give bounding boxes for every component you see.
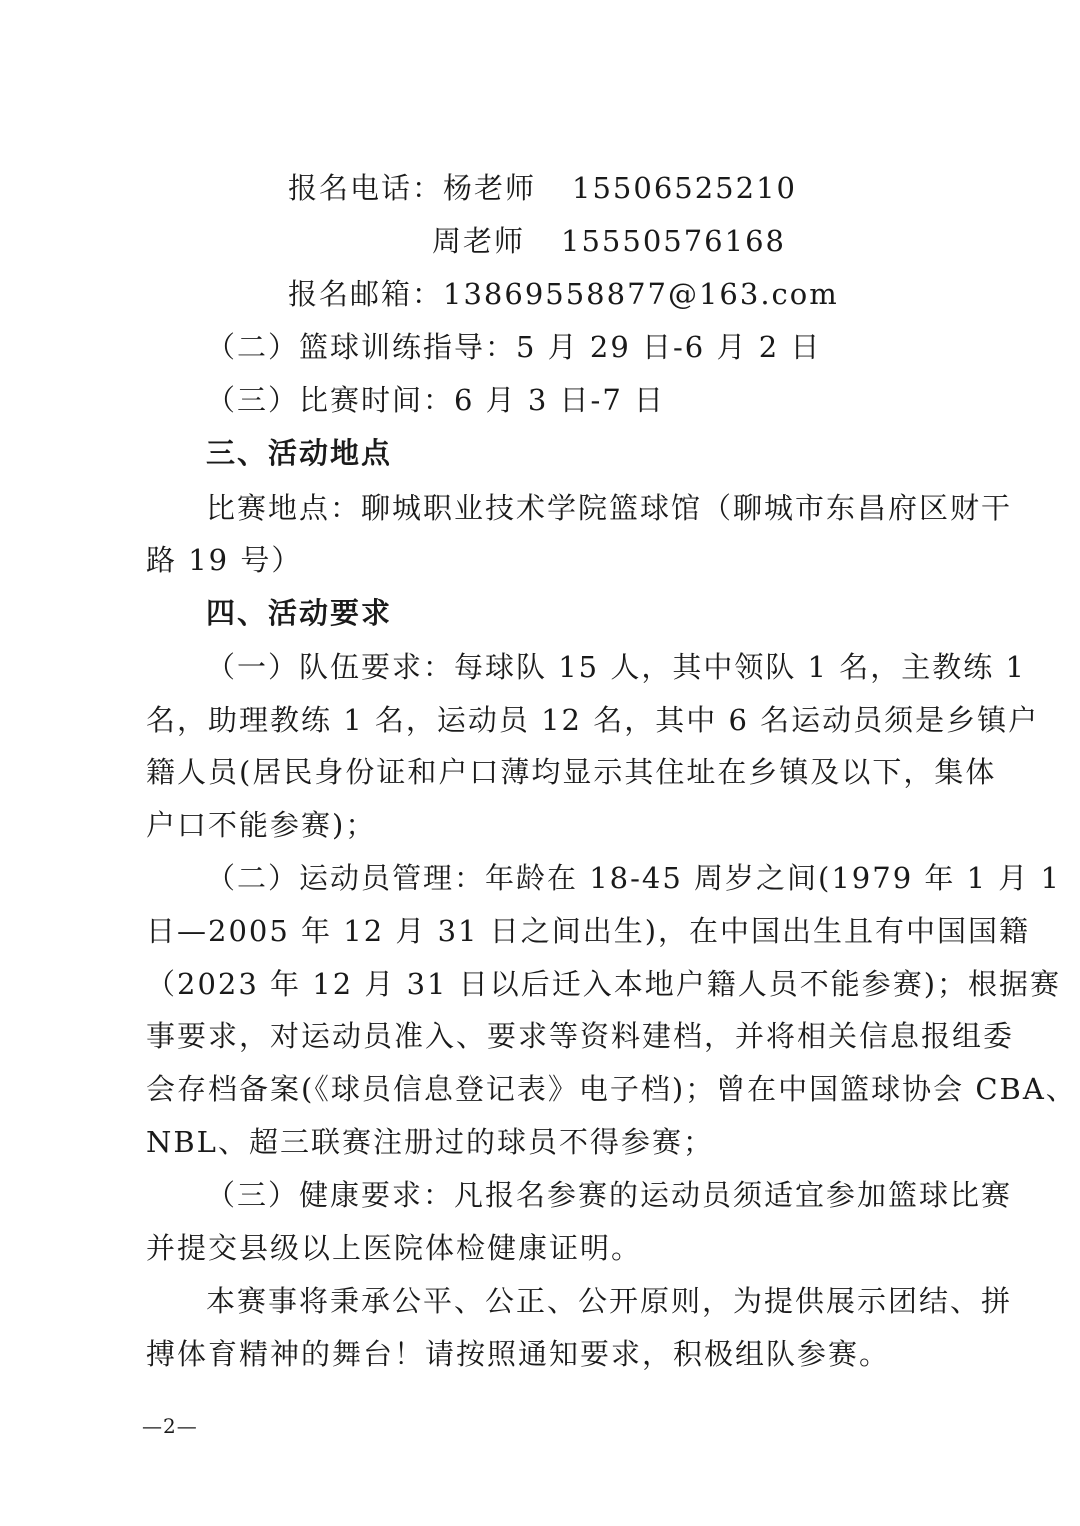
req3-line-2: 并提交县级以上医院体检健康证明。 xyxy=(146,1231,643,1265)
req2-line-1: （二）运动员管理：年龄在 18-45 周岁之间(1979 年 1 月 1 xyxy=(206,861,1061,895)
venue-line-2: 路 19 号） xyxy=(146,543,303,577)
req3-line-1: （三）健康要求：凡报名参赛的运动员须适宜参加篮球比赛 xyxy=(206,1178,1013,1212)
page-number: —2— xyxy=(142,1414,198,1438)
req2-line-6: NBL、超三联赛注册过的球员不得参赛； xyxy=(146,1125,714,1159)
section-heading-venue: 三、活动地点 xyxy=(206,436,393,470)
phone-label: 报名电话： xyxy=(288,171,444,205)
email-address: 13869558877@163.com xyxy=(443,277,839,311)
req2-line-4: 事要求，对运动员准入、要求等资料建档，并将相关信息报组委 xyxy=(146,1019,1015,1053)
phone2-number: 15550576168 xyxy=(561,224,786,258)
req2-line-2: 日—2005 年 12 月 31 日之间出生)，在中国出生且有中国国籍 xyxy=(146,914,1031,948)
phone-line-1 xyxy=(288,168,797,208)
req1-line-1: （一）队伍要求：每球队 15 人，其中领队 1 名，主教练 1 xyxy=(206,650,1026,684)
training-schedule: （二）篮球训练指导：5 月 29 日-6 月 2 日 xyxy=(206,330,822,364)
req1-line-4: 户口不能参赛)； xyxy=(146,808,377,842)
venue-line-1: 比赛地点：聊城职业技术学院篮球馆（聊城市东昌府区财干 xyxy=(206,491,1013,525)
req1-line-3: 籍人员(居民身份证和户口薄均显示其住址在乡镇及以下，集体 xyxy=(146,755,997,789)
phone-line-2 xyxy=(432,221,786,261)
email-label: 报名邮箱： xyxy=(288,277,444,311)
closing-line-2: 搏体育精神的舞台！请按照通知要求，积极组队参赛。 xyxy=(146,1337,891,1371)
match-time: （三）比赛时间：6 月 3 日-7 日 xyxy=(206,383,666,417)
section-heading-requirements: 四、活动要求 xyxy=(206,596,393,630)
phone1-number: 15506525210 xyxy=(572,171,797,205)
req2-line-5: 会存档备案(《球员信息登记表》电子档)；曾在中国篮球协会 CBA、 xyxy=(146,1072,1077,1106)
email-line xyxy=(288,274,839,314)
req1-line-2: 名，助理教练 1 名，运动员 12 名，其中 6 名运动员须是乡镇户 xyxy=(146,703,1040,737)
phone2-name: 周老师 xyxy=(432,224,526,258)
phone1-name: 杨老师 xyxy=(443,171,537,205)
req2-line-3: （2023 年 12 月 31 日以后迁入本地户籍人员不能参赛)；根据赛 xyxy=(146,967,1062,1001)
closing-line-1: 本赛事将秉承公平、公正、公开原则，为提供展示团结、拼 xyxy=(206,1284,1013,1318)
